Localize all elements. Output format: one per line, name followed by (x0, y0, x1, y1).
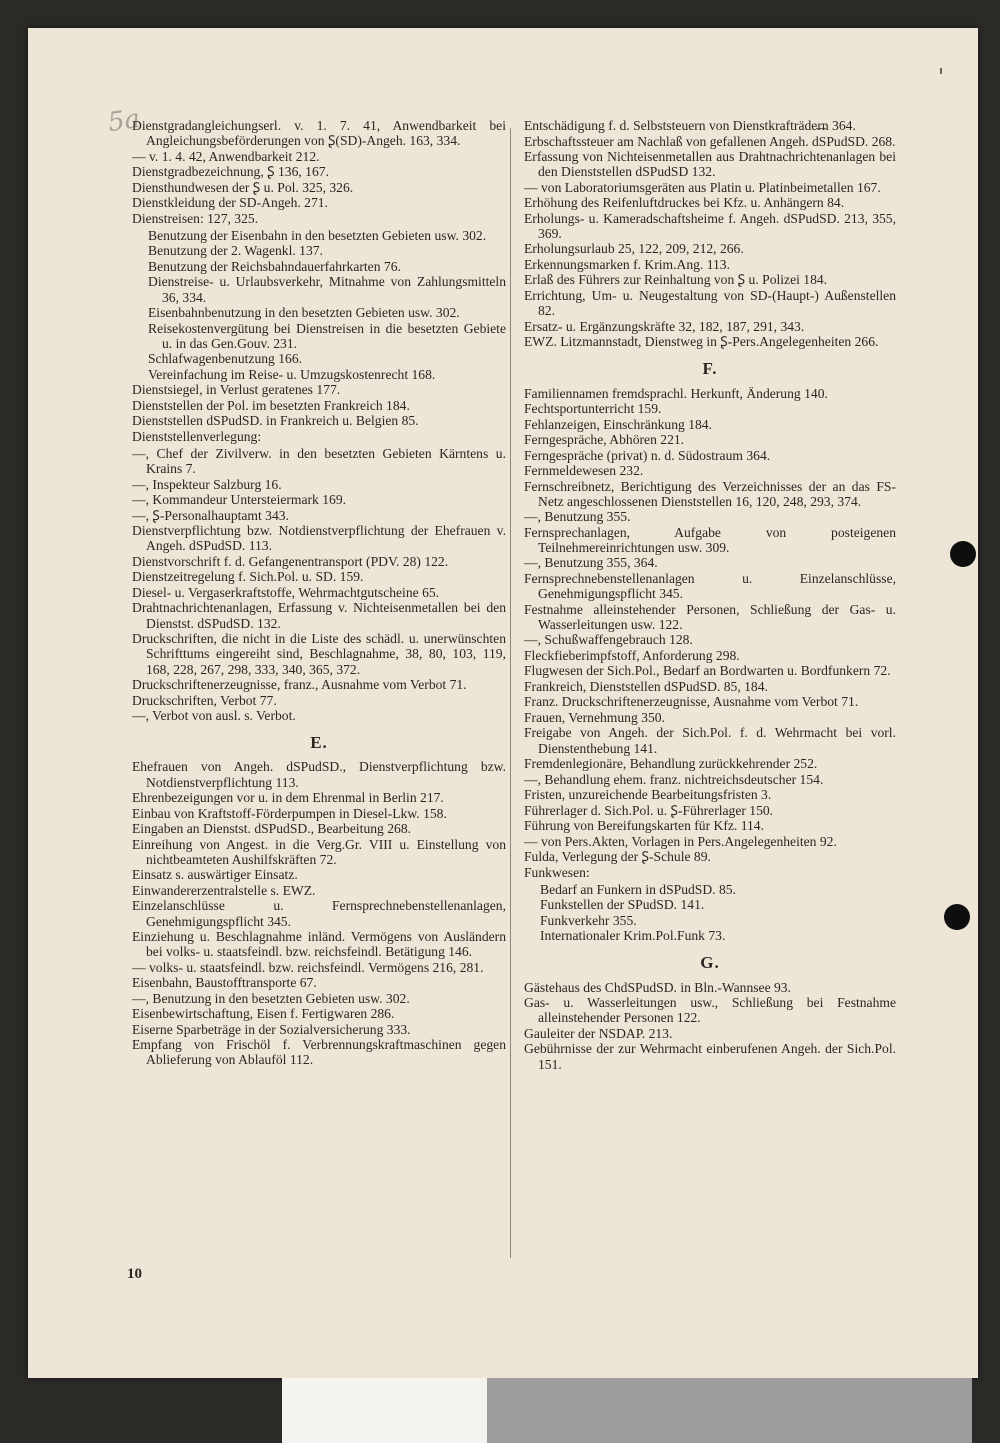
index-subentry: Benutzung der 2. Wagenkl. 137. (148, 243, 323, 259)
index-entry: Flugwesen der Sich.Pol., Bedarf an Bordwarten u. Bordfunkern 72. (524, 663, 891, 679)
index-entry: Einbau von Kraftstoff-Förderpumpen in Diesel-Lkw. 158. (132, 805, 447, 821)
index-entry: Eisenbewirtschaftung, Eisen f. Fertigwaren 286. (132, 1006, 395, 1022)
color-swatch-gray (487, 1378, 972, 1443)
index-entry: Franz. Druckschriftenerzeugnisse, Ausnahme vom Verbot 71. (524, 694, 859, 710)
index-entry: Festnahme alleinstehender Personen, Schließung der Gas- u. Wasserleitungen usw. 122. (524, 601, 896, 632)
index-entry: —, Ʂ-Personalhauptamt 343. (132, 507, 289, 523)
index-subentry: Funkverkehr 355. (540, 912, 637, 928)
index-entry: Erhöhung des Reifenluftdruckes bei Kfz. u. Anhängern 84. (524, 195, 845, 211)
index-entry: —, Verbot von ausl. s. Verbot. (132, 708, 296, 724)
index-heading: Dienststellenverlegung: (132, 428, 262, 444)
index-entry: Gästehaus des ChdSPudSD. in Bln.-Wannsee 93. (524, 979, 791, 995)
section-letter: F. (702, 359, 718, 379)
index-subentry: Benutzung der Eisenbahn in den besetzten Gebieten usw. 302. (148, 227, 487, 243)
index-entry: Führerlager d. Sich.Pol. u. Ʂ-Führerlager 150. (524, 802, 774, 818)
index-entry: Fulda, Verlegung der Ʂ-Schule 89. (524, 849, 711, 865)
index-entry: — von Laboratoriumsgeräten aus Platin u. Platinbeimetallen 167. (524, 179, 881, 195)
index-entry: Fleckfieberimpfstoff, Anforderung 298. (524, 647, 740, 663)
color-swatch-white (282, 1378, 487, 1443)
index-entry: Erlaß des Führers zur Reinhaltung von Ʂ u. Polizei 184. (524, 272, 828, 288)
index-entry: Erfassung von Nichteisenmetallen aus Drahtnachrichtenanlagen bei den Dienststellen dSPudSD 132. (524, 149, 896, 180)
index-heading: Dienstreisen: 127, 325. (132, 210, 259, 226)
index-entry: Errichtung, Um- u. Neugestaltung von SD-(Haupt-) Außenstellen 82. (524, 287, 896, 319)
index-subentry: Reisekostenvergütung bei Dienstreisen in die besetzten Gebiete u. in das Gen.Gouv. 231. (148, 320, 506, 351)
index-entry: —, Benutzung 355, 364. (524, 555, 658, 571)
index-subentry: Bedarf an Funkern in dSPudSD. 85. (540, 881, 736, 897)
index-entry: Führung von Bereifungskarten für Kfz. 114. (524, 818, 764, 834)
index-entry: —, Chef der Zivilverw. in den besetzten Gebieten Kärntens u. Krains 7. (132, 446, 506, 477)
index-entry: —, Kommandeur Untersteiermark 169. (132, 492, 347, 508)
index-column-left (132, 118, 506, 1068)
section-letter: G. (700, 953, 720, 973)
index-subentry: Benutzung der Reichsbahndauerfahrkarten 76. (148, 258, 401, 274)
index-entry: Ferngespräche (privat) n. d. Südostraum 364. (524, 447, 771, 463)
index-entry: Dienstgradangleichungserl. v. 1. 7. 41, Anwendbarkeit bei Angleichungsbeförderungen von Ʂ(SD)-Angeh. 163, 334. (132, 118, 506, 149)
index-entry: Fernsprechnebenstellenanlagen u. Einzelanschlüsse, Genehmigungspflicht 345. (524, 570, 896, 602)
index-entry: —, Benutzung 355. (524, 509, 631, 525)
index-entry: Dienstkleidung der SD-Angeh. 271. (132, 195, 328, 211)
index-entry: Dienstgradbezeichnung, Ʂ 136, 167. (132, 164, 329, 180)
index-entry: —, Behandlung ehem. franz. nichtreichsdeutscher 154. (524, 771, 824, 787)
color-reference-strip (282, 1378, 972, 1443)
index-entry: Druckschriften, Verbot 77. (132, 692, 277, 708)
punch-hole (950, 541, 976, 567)
index-entry: Dienstvorschrift f. d. Gefangenentransport (PDV. 28) 122. (132, 553, 449, 569)
index-entry: Diensthundwesen der Ʂ u. Pol. 325, 326. (132, 179, 354, 195)
index-entry: Drahtnachrichtenanlagen, Erfassung v. Nichteisenmetallen bei den Dienstst. dSPudSD. 132. (132, 600, 506, 631)
index-subentry: Dienstreise- u. Urlaubsverkehr, Mitnahme von Zahlungsmitteln 36, 334. (148, 274, 506, 305)
index-column-right (524, 118, 896, 1072)
index-entry: Druckschriften, die nicht in die Liste des schädl. u. unerwünschten Schrifttums eingereiht sind, Beschlagnahme, 38, 80, 103, 119, 168, 228, 267, 298, 333, 340, 365, 372. (132, 631, 506, 677)
punch-hole (944, 904, 970, 930)
index-entry: Fernsprechanlagen, Aufgabe von posteigenen Teilnehmereinrichtungen usw. 309. (524, 524, 896, 555)
index-entry: EWZ. Litzmannstadt, Dienstweg in Ʂ-Pers.Angelegenheiten 266. (524, 334, 879, 350)
index-entry: Ehrenbezeigungen vor u. in dem Ehrenmal in Berlin 217. (132, 790, 444, 806)
index-entry: Erholungsurlaub 25, 122, 209, 212, 266. (524, 241, 744, 257)
index-entry: Frankreich, Dienststellen dSPudSD. 85, 184. (524, 678, 768, 694)
index-subentry: Schlafwagenbenutzung 166. (148, 351, 303, 367)
index-entry: Empfang von Frischöl f. Verbrennungskraftmaschinen gegen Ablieferung von Ablauföl 112. (132, 1037, 506, 1068)
section-letter: E. (310, 733, 328, 753)
index-entry: Dienstzeitregelung f. Sich.Pol. u. SD. 159. (132, 569, 364, 585)
index-entry: —, Schußwaffengebrauch 128. (524, 632, 693, 648)
index-entry: Gebührnisse der zur Wehrmacht einberufenen Angeh. der Sich.Pol. 151. (524, 1041, 896, 1072)
index-entry: Erkennungsmarken f. Krim.Ang. 113. (524, 256, 731, 272)
index-entry: — v. 1. 4. 42, Anwendbarkeit 212. (132, 148, 320, 164)
index-entry: Einzelanschlüsse u. Fernsprechnebenstellenanlagen, Genehmigungspflicht 345. (132, 898, 506, 929)
index-entry: Entschädigung f. d. Selbststeuern von Dienstkrafträdern 364. (524, 118, 856, 133)
index-entry: Diesel- u. Vergaserkraftstoffe, Wehrmachtgutscheine 65. (132, 584, 440, 600)
index-entry: — volks- u. staatsfeindl. bzw. reichsfeindl. Vermögens 216, 281. (132, 959, 484, 975)
index-entry: Gauleiter der NSDAP. 213. (524, 1025, 673, 1041)
index-entry: Dienststellen dSPudSD. in Frankreich u. Belgien 85. (132, 413, 419, 429)
index-subentry: Vereinfachung im Reise- u. Umzugskostenrecht 168. (148, 366, 436, 382)
index-entry: Ersatz- u. Ergänzungskräfte 32, 182, 187, 291, 343. (524, 318, 805, 334)
index-entry: Fernschreibnetz, Berichtigung des Verzeichnisses der an das FS-Netz angeschlossenen Dienststellen 16, 120, 248, 293, 374. (524, 478, 896, 509)
index-entry: Eingaben an Dienstst. dSPudSD., Bearbeitung 268. (132, 821, 412, 837)
index-subentry: Internationaler Krim.Pol.Funk 73. (540, 928, 726, 944)
index-entry: Dienststellen der Pol. im besetzten Frankreich 184. (132, 397, 410, 413)
pencil-page-mark: 5a (106, 103, 142, 139)
index-entry: Ehefrauen von Angeh. dSPudSD., Dienstverpflichtung bzw. Notdienstverpflichtung 113. (132, 759, 506, 790)
index-entry: Einwandererzentralstelle s. EWZ. (132, 882, 316, 898)
index-entry: Eisenbahn, Baustofftransporte 67. (132, 975, 317, 991)
index-entry: Familiennamen fremdsprachl. Herkunft, Änderung 140. (524, 385, 828, 401)
index-entry: Ferngespräche, Abhören 221. (524, 432, 685, 448)
index-entry: Druckschriftenerzeugnisse, franz., Ausnahme vom Verbot 71. (132, 677, 467, 693)
index-entry: Freigabe von Angeh. der Sich.Pol. f. d. Wehrmacht bei vorl. Dienstenthebung 141. (524, 725, 896, 756)
index-entry: Eiserne Sparbeträge in der Sozialversicherung 333. (132, 1021, 411, 1037)
index-entry: Fernmeldewesen 232. (524, 463, 644, 479)
index-subentry: Eisenbahnbenutzung in den besetzten Gebieten usw. 302. (148, 305, 460, 321)
index-entry: Dienstsiegel, in Verlust geratenes 177. (132, 382, 341, 398)
index-entry: Einziehung u. Beschlagnahme inländ. Vermögens von Ausländern bei volks- u. staatsfeindl. bzw. reichsfeindl. Betätigung 146. (132, 929, 506, 960)
index-entry: Fehlanzeigen, Einschränkung 184. (524, 416, 712, 432)
index-entry: Einsatz s. auswärtiger Einsatz. (132, 867, 298, 883)
index-entry: —, Benutzung in den besetzten Gebieten usw. 302. (132, 990, 410, 1006)
index-entry: Frauen, Vernehmung 350. (524, 709, 665, 725)
index-entry: Erbschaftssteuer am Nachlaß von gefallenen Angeh. dSPudSD. 268. (524, 133, 896, 149)
index-entry: Fristen, unzureichende Bearbeitungsfristen 3. (524, 787, 772, 803)
index-entry: Einreihung von Angest. in die Verg.Gr. VIII u. Einstellung von nichtbeamteten Aushilfskräften 72. (132, 836, 506, 867)
index-entry: —, Inspekteur Salzburg 16. (132, 476, 282, 492)
column-divider (510, 128, 511, 1258)
page-number: 10 (127, 1266, 142, 1282)
index-entry: Erholungs- u. Kameradschaftsheime f. Angeh. dSPudSD. 213, 355, 369. (524, 210, 896, 241)
index-entry: Fremdenlegionäre, Behandlung zurückkehrender 252. (524, 756, 818, 772)
index-entry: — von Pers.Akten, Vorlagen in Pers.Angelegenheiten 92. (524, 833, 837, 849)
paper-speck (940, 68, 942, 74)
index-entry: Dienstverpflichtung bzw. Notdienstverpflichtung der Ehefrauen v. Angeh. dSPudSD. 113. (132, 523, 506, 554)
index-entry: Gas- u. Wasserleitungen usw., Schließung bei Festnahme alleinstehender Personen 122. (524, 995, 896, 1026)
index-entry: Fechtsportunterricht 159. (524, 401, 662, 417)
index-subentry: Funkstellen der SPudSD. 141. (540, 897, 705, 913)
index-heading: Funkwesen: (524, 864, 590, 880)
